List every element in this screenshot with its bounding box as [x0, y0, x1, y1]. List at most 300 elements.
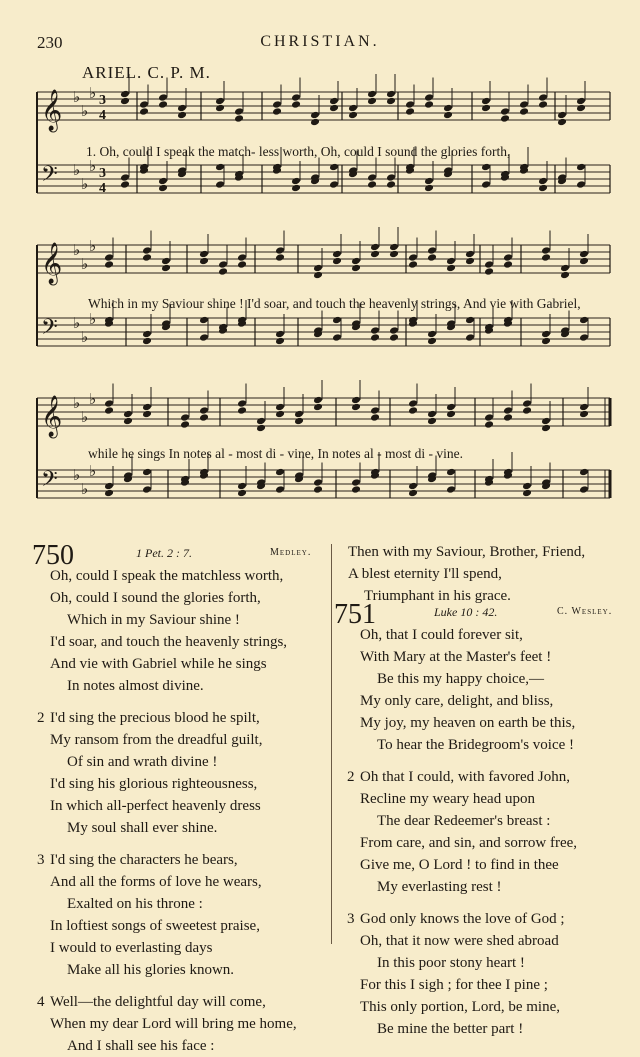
tune-heading: ARIEL. C. P. M.: [82, 63, 211, 82]
note-head: [256, 424, 266, 433]
note-head: [427, 253, 437, 262]
note-head: [142, 330, 152, 339]
line-text: In which all-perfect heavenly dress: [50, 798, 261, 814]
note-head: [386, 180, 396, 189]
note-head: [541, 246, 551, 255]
verse-number: 2: [347, 769, 355, 785]
hymn-line: [347, 908, 632, 930]
flat-icon: ♭: [81, 480, 89, 498]
bass-clef-icon: 𝄢: [41, 467, 58, 497]
note-head: [367, 90, 377, 99]
flat-icon: ♭: [89, 237, 97, 255]
line-text: God only knows the love of God ;: [360, 911, 565, 927]
flat-icon: ♭: [81, 255, 89, 273]
hymn-line: [347, 1018, 632, 1040]
hymn-751-number: 751: [334, 599, 376, 630]
flat-icon: ♭: [89, 390, 97, 408]
note-head: [215, 97, 225, 106]
note-head: [503, 260, 513, 269]
note-head: [104, 260, 114, 269]
note-head: [275, 410, 285, 419]
verse-number: 4: [37, 994, 45, 1010]
note-head: [579, 333, 589, 342]
note-head: [294, 417, 304, 426]
note-head: [370, 250, 380, 259]
note-head: [120, 180, 130, 189]
note-head: [424, 177, 434, 186]
line-text: Oh, that I could forever sit,: [360, 627, 523, 643]
note-head: [120, 90, 130, 99]
hymn-line: [37, 653, 327, 675]
hymn-line: [347, 930, 632, 952]
hymn-line: [37, 751, 327, 773]
note-head: [294, 410, 304, 419]
flat-icon: ♭: [89, 462, 97, 480]
hymn-750-continuation: [348, 541, 628, 607]
note-head: [503, 253, 513, 262]
line-text: Make all his glories known.: [67, 962, 235, 978]
line-text: Oh that I could, with favored John,: [360, 769, 570, 785]
verse-number: 3: [37, 852, 45, 868]
hymn-line: [37, 915, 327, 937]
hymn-line: [37, 1013, 327, 1035]
note-head: [104, 482, 114, 491]
note-head: [104, 489, 114, 498]
line-text: My everlasting rest !: [377, 879, 502, 895]
note-head: [313, 485, 323, 494]
note-head: [180, 413, 190, 422]
note-head: [234, 114, 244, 123]
line-text: Exalted on his throne :: [67, 896, 203, 912]
line-text: This only portion, Lord, be mine,: [360, 999, 560, 1015]
note-head: [424, 93, 434, 102]
note-head: [142, 410, 152, 419]
hymn-line: [347, 690, 632, 712]
note-head: [199, 413, 209, 422]
note-head: [579, 485, 589, 494]
note-head: [313, 396, 323, 405]
note-head: [481, 163, 491, 172]
hymn-line: [37, 871, 327, 893]
line-text: When my dear Lord will bring me home,: [50, 1016, 297, 1032]
note-head: [522, 406, 532, 415]
note-head: [522, 489, 532, 498]
note-head: [313, 403, 323, 412]
line-text: Oh, could I speak the matchless worth,: [50, 568, 284, 584]
note-head: [405, 100, 415, 109]
note-head: [484, 260, 494, 269]
note-head: [386, 97, 396, 106]
note-head: [348, 104, 358, 113]
line-text: For this I sigh ; for thee I pine ;: [360, 977, 548, 993]
note-head: [237, 253, 247, 262]
note-head: [481, 180, 491, 189]
note-head: [177, 104, 187, 113]
hymn-line: [347, 832, 632, 854]
note-head: [389, 250, 399, 259]
note-head: [541, 253, 551, 262]
note-head: [348, 111, 358, 120]
note-head: [389, 333, 399, 342]
note-head: [291, 100, 301, 109]
note-head: [579, 316, 589, 325]
flat-icon: ♭: [81, 328, 89, 346]
note-head: [408, 260, 418, 269]
hymn-line: A blest eternity I'll spend,: [348, 566, 502, 582]
line-text: In this poor stony heart !: [377, 955, 525, 971]
note-head: [104, 253, 114, 262]
note-head: [446, 485, 456, 494]
flat-icon: ♭: [89, 157, 97, 175]
flat-icon: ♭: [81, 102, 89, 120]
note-head: [332, 257, 342, 266]
note-head: [503, 406, 513, 415]
line-text: I'd sing the characters he bears,: [50, 852, 238, 868]
flat-icon: ♭: [73, 88, 81, 106]
note-head: [519, 100, 529, 109]
note-head: [158, 177, 168, 186]
note-head: [351, 403, 361, 412]
treble-clef-icon: 𝄞: [41, 243, 63, 284]
note-head: [351, 478, 361, 487]
note-head: [142, 468, 152, 477]
note-head: [446, 403, 456, 412]
hymn-line: [347, 646, 632, 668]
hymn-line: [37, 937, 327, 959]
note-head: [370, 413, 380, 422]
note-head: [275, 330, 285, 339]
note-head: [541, 424, 551, 433]
line-text: I'd sing the precious blood he spilt,: [50, 710, 260, 726]
note-head: [389, 326, 399, 335]
hymn-line: [37, 773, 327, 795]
note-head: [522, 482, 532, 491]
hymn-line: [37, 675, 327, 697]
note-head: [446, 410, 456, 419]
hymn-751-text: [347, 624, 632, 1040]
note-head: [332, 333, 342, 342]
hymn-line: [37, 893, 327, 915]
line-text: Oh, could I sound the glories forth,: [50, 590, 261, 606]
note-head: [408, 399, 418, 408]
line-text: To hear the Bridegroom's voice !: [377, 737, 575, 753]
hymn-751-reference: Luke 10 : 42.: [434, 605, 498, 619]
running-title: CHRISTIAN.: [260, 33, 380, 50]
hymn-750-reference: 1 Pet. 2 : 7.: [136, 546, 192, 560]
note-head: [481, 97, 491, 106]
note-head: [427, 410, 437, 419]
line-text: Oh, that it now were shed abroad: [360, 933, 559, 949]
note-head: [177, 111, 187, 120]
note-head: [538, 100, 548, 109]
hymn-line: [347, 766, 632, 788]
note-head: [424, 100, 434, 109]
note-head: [408, 253, 418, 262]
note-head: [484, 420, 494, 429]
hymn-line: [37, 795, 327, 817]
note-head: [370, 406, 380, 415]
note-head: [120, 173, 130, 182]
line-text: I'd sing his glorious righteousness,: [50, 776, 258, 792]
note-head: [579, 250, 589, 259]
time-signature: 4: [99, 181, 106, 196]
flat-icon: ♭: [73, 241, 81, 259]
hymn-line: [37, 729, 327, 751]
column-divider: [331, 544, 332, 944]
line-text: In loftiest songs of sweetest praise,: [50, 918, 260, 934]
flat-icon: ♭: [89, 84, 97, 102]
note-head: [351, 264, 361, 273]
hymn-750-tune: Medley.: [270, 547, 312, 558]
note-head: [560, 271, 570, 280]
hymn-line: [347, 996, 632, 1018]
line-text: In notes almost divine.: [67, 678, 204, 694]
note-head: [275, 337, 285, 346]
flat-icon: ♭: [81, 408, 89, 426]
hymn-line: [347, 952, 632, 974]
note-head: [541, 337, 551, 346]
note-head: [465, 333, 475, 342]
hymn-line: [37, 817, 327, 839]
note-head: [408, 406, 418, 415]
note-head: [329, 180, 339, 189]
line-text: I'd soar, and touch the heavenly strings,: [50, 634, 288, 650]
flat-icon: ♭: [73, 161, 81, 179]
note-head: [275, 246, 285, 255]
note-head: [218, 260, 228, 269]
line-text: Give me, O Lord ! to find in thee: [360, 857, 559, 873]
line-text: Recline my weary head upon: [360, 791, 535, 807]
note-head: [237, 489, 247, 498]
note-head: [199, 333, 209, 342]
note-head: [158, 100, 168, 109]
hymn-line: [37, 959, 327, 981]
note-head: [158, 93, 168, 102]
note-head: [313, 264, 323, 273]
note-head: [481, 104, 491, 113]
note-head: [522, 399, 532, 408]
note-head: [310, 118, 320, 127]
note-head: [332, 250, 342, 259]
note-head: [291, 93, 301, 102]
note-head: [313, 478, 323, 487]
note-head: [538, 177, 548, 186]
note-head: [215, 180, 225, 189]
note-head: [579, 403, 589, 412]
hymn-line: [37, 1035, 327, 1057]
note-head: [386, 173, 396, 182]
hymn-line: [347, 788, 632, 810]
lyric-line-3: while he sings In notes al - most di - vine, In notes al - most di - vine.: [88, 446, 463, 461]
flat-icon: ♭: [73, 394, 81, 412]
note-head: [557, 118, 567, 127]
note-head: [180, 420, 190, 429]
note-head: [579, 468, 589, 477]
note-head: [576, 97, 586, 106]
note-head: [215, 104, 225, 113]
hymn-line: [37, 587, 327, 609]
line-text: With Mary at the Master's feet !: [360, 649, 552, 665]
line-text: Be mine the better part !: [377, 1021, 524, 1037]
note-head: [275, 403, 285, 412]
note-head: [142, 403, 152, 412]
note-head: [332, 316, 342, 325]
note-head: [310, 111, 320, 120]
note-head: [503, 413, 513, 422]
note-head: [367, 97, 377, 106]
note-head: [313, 271, 323, 280]
note-head: [405, 107, 415, 116]
note-head: [367, 173, 377, 182]
note-head: [465, 257, 475, 266]
note-head: [329, 104, 339, 113]
note-head: [576, 163, 586, 172]
line-text: And I shall see his face :: [67, 1038, 215, 1054]
note-head: [291, 184, 301, 193]
note-head: [104, 399, 114, 408]
note-head: [519, 107, 529, 116]
note-head: [427, 246, 437, 255]
note-head: [576, 180, 586, 189]
note-head: [351, 257, 361, 266]
note-head: [367, 180, 377, 189]
line-text: My joy, my heaven on earth be this,: [360, 715, 576, 731]
note-head: [576, 104, 586, 113]
note-head: [351, 485, 361, 494]
note-head: [446, 468, 456, 477]
hymn-line: [347, 876, 632, 898]
time-signature: 4: [99, 108, 106, 123]
note-head: [199, 257, 209, 266]
note-head: [538, 184, 548, 193]
note-head: [541, 417, 551, 426]
hymn-750-text: [37, 565, 327, 1057]
note-head: [408, 489, 418, 498]
note-head: [158, 184, 168, 193]
note-head: [329, 163, 339, 172]
hymn-line: [347, 624, 632, 646]
note-head: [104, 406, 114, 415]
note-head: [123, 417, 133, 426]
note-head: [237, 406, 247, 415]
hymn-line: [37, 849, 327, 871]
verse-number: 2: [37, 710, 45, 726]
note-head: [139, 107, 149, 116]
note-head: [275, 468, 285, 477]
note-head: [370, 326, 380, 335]
hymn-line: [347, 712, 632, 734]
note-head: [237, 260, 247, 269]
note-head: [199, 250, 209, 259]
note-head: [389, 243, 399, 252]
note-head: [161, 264, 171, 273]
note-head: [541, 330, 551, 339]
hymn-line: Then with my Saviour, Brother, Friend,: [348, 544, 586, 560]
treble-clef-icon: 𝄞: [41, 90, 63, 131]
verse-number: 3: [347, 911, 355, 927]
note-head: [139, 100, 149, 109]
note-head: [427, 330, 437, 339]
hymn-line: Triumphant in his grace.: [364, 588, 511, 604]
line-text: The dear Redeemer's breast :: [377, 813, 551, 829]
note-head: [142, 337, 152, 346]
hymn-line: [347, 668, 632, 690]
note-head: [272, 100, 282, 109]
hymn-751-tune: C. Wesley.: [557, 606, 613, 617]
note-head: [237, 399, 247, 408]
hymn-line: [347, 854, 632, 876]
hymn-line: [347, 974, 632, 996]
hymn-line: [37, 565, 327, 587]
flat-icon: ♭: [73, 466, 81, 484]
bass-clef-icon: 𝄢: [41, 315, 58, 345]
line-text: And vie with Gabriel while he sings: [50, 656, 267, 672]
note-head: [272, 107, 282, 116]
note-head: [484, 267, 494, 276]
line-text: From care, and sin, and sorrow free,: [360, 835, 578, 851]
note-head: [370, 333, 380, 342]
note-head: [579, 410, 589, 419]
note-head: [142, 485, 152, 494]
hymn-750-number: 750: [32, 540, 74, 571]
note-head: [408, 482, 418, 491]
line-text: Which in my Saviour shine !: [67, 612, 240, 628]
note-head: [424, 184, 434, 193]
note-head: [579, 257, 589, 266]
flat-icon: ♭: [81, 175, 89, 193]
flat-icon: ♭: [89, 310, 97, 328]
line-text: And all the forms of love he wears,: [50, 874, 262, 890]
note-head: [199, 406, 209, 415]
line-text: Be this my happy choice,—: [377, 671, 545, 687]
note-head: [142, 246, 152, 255]
line-text: My ransom from the dreadful guilt,: [50, 732, 263, 748]
note-head: [199, 316, 209, 325]
line-text: My soul shall ever shine.: [67, 820, 218, 836]
note-head: [538, 93, 548, 102]
line-text: I would to everlasting days: [50, 940, 213, 956]
note-head: [123, 410, 133, 419]
note-head: [329, 97, 339, 106]
note-head: [443, 104, 453, 113]
time-signature: 3: [99, 166, 106, 181]
flat-icon: ♭: [73, 314, 81, 332]
note-head: [237, 482, 247, 491]
hymn-line: [37, 991, 327, 1013]
hymn-line: [347, 734, 632, 756]
note-head: [560, 264, 570, 273]
hymn-line: [37, 631, 327, 653]
page-number: 230: [37, 33, 63, 52]
line-text: My only care, delight, and bliss,: [360, 693, 554, 709]
note-head: [427, 417, 437, 426]
note-head: [291, 177, 301, 186]
note-head: [142, 253, 152, 262]
lyric-line-2: Which in my Saviour shine ! I'd soar, and touch the heavenly strings, And vie with Gabriel,: [88, 296, 581, 311]
line-text: Of sin and wrath divine !: [67, 754, 218, 770]
note-head: [161, 257, 171, 266]
note-head: [446, 257, 456, 266]
note-head: [386, 90, 396, 99]
note-head: [465, 316, 475, 325]
treble-clef-icon: 𝄞: [41, 396, 63, 437]
note-head: [215, 163, 225, 172]
note-head: [218, 267, 228, 276]
hymn-line: [37, 707, 327, 729]
lyric-line-1: 1. Oh, could I speak the match- less worth, Oh, could I sound the glories forth,: [86, 144, 511, 159]
note-head: [427, 337, 437, 346]
note-head: [351, 396, 361, 405]
